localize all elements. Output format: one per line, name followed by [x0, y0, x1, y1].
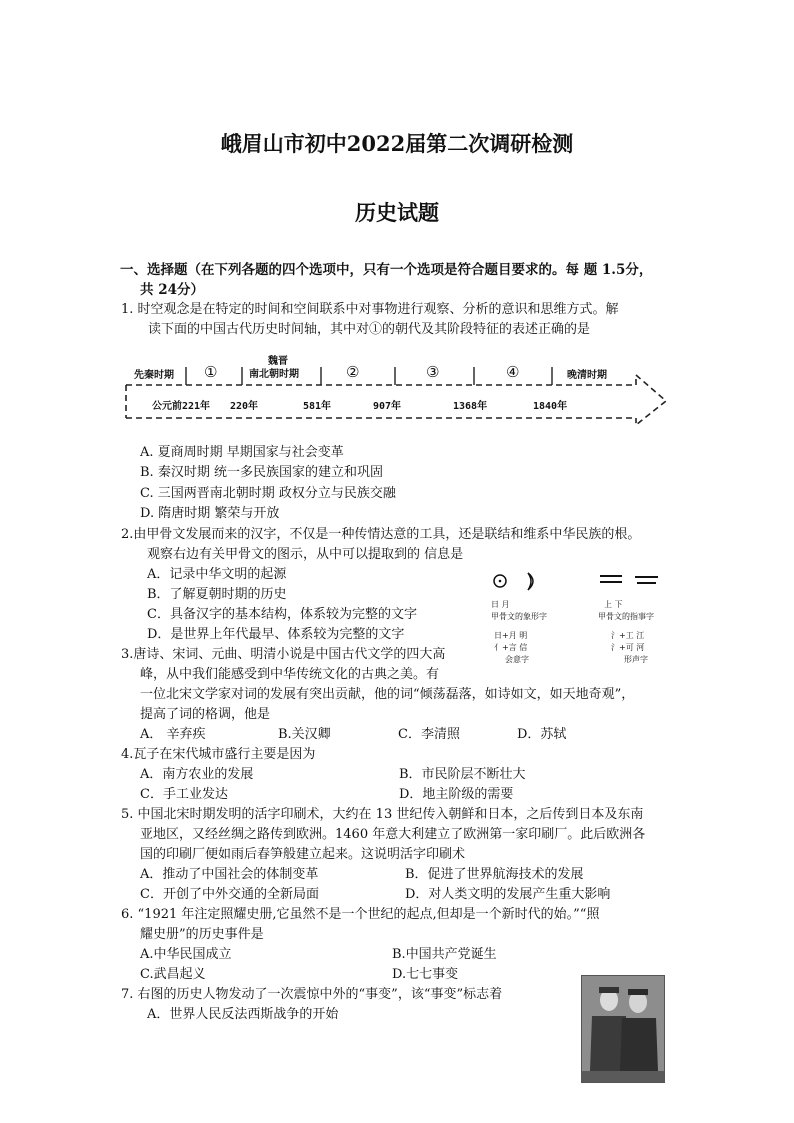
- q5-option-a: A．推动了中国社会的体制变革: [140, 867, 319, 882]
- section-heading: 一、选择题（在下列各题的四个选项中，只有一个选项是符合题目要求的。每 题 1.5分，: [120, 262, 653, 278]
- oracle-xingsheng-label: 形声字: [624, 655, 648, 664]
- oracle-xingsheng-row1: 氵+工 江: [611, 631, 645, 640]
- q3-stem-line4: 提高了词的格调，他是: [140, 707, 271, 722]
- q5-option-c: C．开创了中外交通的全新局面: [140, 887, 319, 902]
- q2-stem-line1: 2.由甲骨文发展而来的汉字，不仅是一种传情达意的工具，还是联结和维系中华民族的根。: [121, 527, 641, 542]
- q3-option-b: B.关汉卿: [278, 727, 331, 742]
- timeline-period-2: ②: [346, 363, 360, 381]
- q3-option-c: C．李清照: [398, 727, 460, 742]
- oracle-huiyi-label: 会意字: [505, 655, 529, 664]
- q6-stem-line2: 耀史册”的历史事件是: [140, 927, 264, 942]
- q4-option-d: D．地主阶级的需要: [399, 787, 514, 802]
- q3-stem-line2: 峰，从中我们能感受到中华传统文化的古典之美。有: [140, 667, 440, 682]
- historical-figures-image: [582, 976, 664, 1082]
- exam-subtitle: 历史试题: [355, 200, 439, 225]
- q5-option-b: B．促进了世界航海技术的发展: [405, 867, 584, 882]
- timeline-year-220: 220年: [230, 401, 259, 412]
- q1-option-a: A. 夏商周时期 早期国家与社会变革: [140, 445, 344, 460]
- oracle-xingsheng-row2: 氵+可 河: [611, 643, 645, 652]
- q6-option-b: B.中国共产党诞生: [392, 947, 497, 962]
- q1-stem-line1: 1. 时空观念是在特定的时间和空间联系中对事物进行观察、分析的意识和思维方式。解: [121, 302, 619, 317]
- timeline-period-late-qing: 晚清时期: [567, 370, 607, 381]
- timeline-year-1368: 1368年: [453, 401, 488, 412]
- q6-stem-line1: 6. “1921 年注定照耀史册,它虽然不是一个世纪的起点,但却是一个新时代的始。”“照: [121, 907, 600, 922]
- timeline-period-north-south: 南北朝时期: [249, 369, 299, 380]
- q6-option-c: C.武昌起义: [140, 967, 206, 982]
- q2-option-c: C．具备汉字的基本结构，体系较为完整的文字: [147, 607, 417, 622]
- q2-option-a: A．记录中华文明的起源: [147, 567, 287, 582]
- q5-stem-line3: 国的印刷厂便如雨后春笋般建立起来。这说明活字印刷术: [140, 847, 466, 862]
- q4-option-a: A．南方农业的发展: [140, 767, 254, 782]
- timeline-year-581: 581年: [303, 401, 332, 412]
- timeline-period-4: ④: [506, 363, 520, 381]
- q6-option-d: D.七七事变: [392, 967, 459, 982]
- timeline-period-wei-jin: 魏晋: [268, 356, 288, 367]
- q7-stem: 7. 右图的历史人物发动了一次震惊中外的“事变”，该“事变”标志着: [121, 987, 503, 1002]
- timeline-period-pre-qin: 先秦时期: [134, 370, 174, 381]
- timeline-year-1840: 1840年: [533, 401, 568, 412]
- historical-photo: [581, 975, 665, 1083]
- q4-stem: 4.瓦子在宋代城市盛行主要是因为: [121, 747, 316, 762]
- section-heading-cont: 共 24分）: [140, 282, 204, 298]
- q1-option-b: B. 秦汉时期 统一多民族国家的建立和巩固: [140, 465, 383, 480]
- q2-option-b: B．了解夏朝时期的历史: [147, 587, 287, 602]
- q3-option-a: A． 辛弃疾: [140, 727, 206, 742]
- q5-stem-line1: 5. 中国北宋时期发明的活字印刷术，大约在 13 世纪传入朝鲜和日本，之后传到日本及东南: [121, 807, 644, 822]
- q1-stem-line2: 读下面的中国古代历史时间轴，其中对①的朝代及其阶段特征的表述正确的是: [148, 322, 591, 337]
- q3-option-d: D．苏轼: [517, 727, 567, 742]
- q3-stem-line3: 一位北宋文学家对词的发展有突出贡献，他的词“倾荡磊落，如诗如文，如天地奇观”，: [140, 687, 635, 702]
- timeline-period-1: ①: [204, 363, 218, 381]
- oracle-sun-moon-label: 日 月: [491, 600, 510, 609]
- q4-option-c: C．手工业发达: [140, 787, 228, 802]
- q6-option-a: A.中华民国成立: [140, 947, 232, 962]
- oracle-up-down-label: 上 下: [604, 600, 623, 609]
- timeline-year-221bc: 公元前221年: [152, 401, 211, 412]
- q4-option-b: B．市民阶层不断壮大: [399, 767, 526, 782]
- q2-option-d: D．是世界上年代最早、体系较为完整的文字: [147, 627, 405, 642]
- q5-stem-line2: 亚地区，又经丝绸之路传到欧洲。1460 年意大利建立了欧洲第一家印刷厂。此后欧洲各: [140, 827, 646, 842]
- oracle-huiyi-row1: 日+月 明: [494, 631, 528, 640]
- q2-stem-line2: 观察右边有关甲骨文的图示，从中可以提取到的 信息是: [147, 547, 464, 562]
- q3-stem-line1: 3.唐诗、宋词、元曲、明清小说是中国古代文学的四大高: [121, 647, 446, 662]
- q5-option-d: D．对人类文明的发展产生重大影响: [405, 887, 611, 902]
- history-timeline: [118, 345, 674, 430]
- q1-option-d: D. 隋唐时期 繁荣与开放: [140, 506, 280, 521]
- exam-title: 峨眉山市初中2022届第二次调研检测: [220, 131, 574, 156]
- oracle-indicative-label: 甲骨文的指事字: [598, 612, 654, 621]
- oracle-bone-glyphs: [487, 568, 677, 598]
- oracle-huiyi-row2: 亻+言 信: [494, 643, 528, 652]
- oracle-pictograph-label: 甲骨文的象形字: [491, 612, 547, 621]
- timeline-period-3: ③: [426, 363, 440, 381]
- q7-option-a: A．世界人民反法西斯战争的开始: [147, 1007, 339, 1022]
- timeline-year-907: 907年: [373, 401, 402, 412]
- q1-option-c: C. 三国两晋南北朝时期 政权分立与民族交融: [140, 486, 396, 501]
